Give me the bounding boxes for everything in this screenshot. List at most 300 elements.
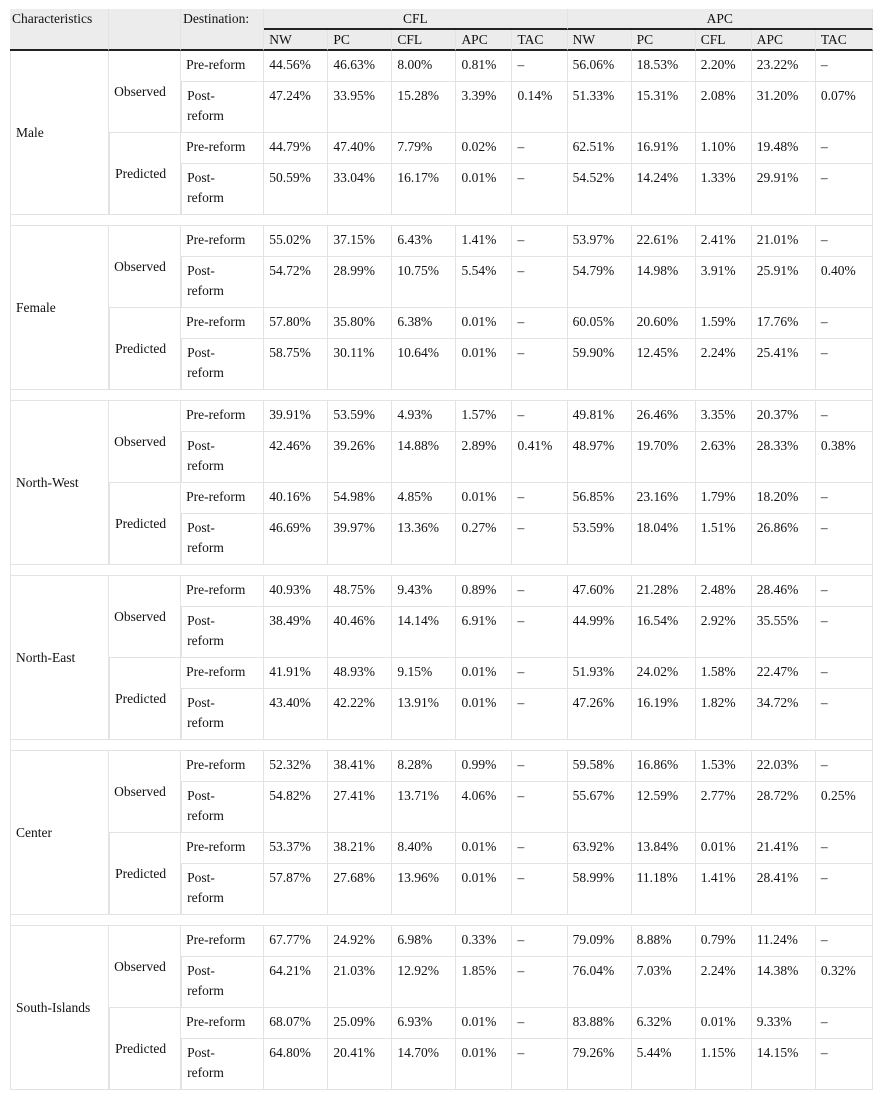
table-cell: 21.41%	[752, 833, 816, 864]
table-cell: 52.32%	[264, 751, 328, 782]
table-cell: 33.04%	[328, 164, 392, 215]
table-cell: 1.33%	[696, 164, 752, 215]
table-cell: 13.36%	[392, 514, 456, 565]
table-cell: 0.01%	[696, 1008, 752, 1039]
table-cell: 29.91%	[752, 164, 816, 215]
table-cell: 0.02%	[456, 133, 512, 164]
table-cell: 0.89%	[456, 576, 512, 607]
table-row	[10, 308, 873, 339]
row-group-label: Female	[10, 226, 109, 390]
table-cell: 54.72%	[264, 257, 328, 308]
table-row	[10, 833, 873, 864]
subheader-apc-tac: TAC	[816, 30, 873, 51]
table-cell: –	[512, 1008, 567, 1039]
table-cell: 0.01%	[456, 339, 512, 390]
row-group-label: South-Islands	[10, 926, 109, 1090]
subheader-cfl-cfl: CFL	[392, 30, 456, 51]
table-cell: 8.88%	[632, 926, 696, 957]
table-cell: –	[816, 339, 873, 390]
table-cell: 0.01%	[696, 833, 752, 864]
table-cell: 14.88%	[392, 432, 456, 483]
table-cell: 44.56%	[264, 51, 328, 82]
table-cell: 6.43%	[392, 226, 456, 257]
table-cell: –	[512, 782, 567, 833]
table-cell: –	[512, 689, 567, 740]
table-cell: 2.92%	[696, 607, 752, 658]
table-cell: 1.79%	[696, 483, 752, 514]
table-cell: 62.51%	[568, 133, 632, 164]
table-cell: 13.71%	[392, 782, 456, 833]
table-cell: 64.80%	[264, 1039, 328, 1090]
table-cell: 17.76%	[752, 308, 816, 339]
header-group-apc: APC	[568, 9, 873, 30]
table-cell: 3.35%	[696, 401, 752, 432]
row-period-label: Pre-reform	[181, 926, 264, 957]
table-cell: 26.46%	[632, 401, 696, 432]
table-cell: 42.46%	[264, 432, 328, 483]
table-cell: 1.53%	[696, 751, 752, 782]
table-cell: –	[512, 401, 567, 432]
table-cell: 7.79%	[392, 133, 456, 164]
table-cell: –	[512, 308, 567, 339]
table-cell: 6.91%	[456, 607, 512, 658]
table-cell: 47.60%	[568, 576, 632, 607]
table-cell: 1.85%	[456, 957, 512, 1008]
table-cell: 0.01%	[456, 864, 512, 915]
table-cell: 21.03%	[328, 957, 392, 1008]
table-cell: 39.97%	[328, 514, 392, 565]
table-cell: 0.40%	[816, 257, 873, 308]
table-cell: –	[816, 226, 873, 257]
table-cell: 31.20%	[752, 82, 816, 133]
table-cell: –	[512, 576, 567, 607]
table-cell: –	[512, 133, 567, 164]
table-cell: 39.91%	[264, 401, 328, 432]
table-cell: 56.06%	[568, 51, 632, 82]
transition-table-container	[10, 9, 873, 1090]
table-cell: –	[512, 658, 567, 689]
row-kind-label: Predicted	[109, 133, 181, 215]
table-cell: –	[816, 51, 873, 82]
table-cell: 40.16%	[264, 483, 328, 514]
table-cell: 0.01%	[456, 164, 512, 215]
table-cell: 54.52%	[568, 164, 632, 215]
table-cell: 48.93%	[328, 658, 392, 689]
table-cell: 38.41%	[328, 751, 392, 782]
table-cell: 68.07%	[264, 1008, 328, 1039]
table-cell: 47.26%	[568, 689, 632, 740]
table-cell: 10.75%	[392, 257, 456, 308]
table-cell: 30.11%	[328, 339, 392, 390]
row-kind-label: Predicted	[109, 658, 181, 740]
table-cell: 6.38%	[392, 308, 456, 339]
table-cell: 28.46%	[752, 576, 816, 607]
table-cell: –	[816, 308, 873, 339]
table-cell: 22.61%	[632, 226, 696, 257]
table-row	[10, 576, 873, 607]
table-cell: –	[816, 483, 873, 514]
table-cell: 67.77%	[264, 926, 328, 957]
table-body	[10, 51, 873, 1090]
table-cell: 20.60%	[632, 308, 696, 339]
table-cell: 59.90%	[568, 339, 632, 390]
row-period-label: Pre-reform	[181, 751, 264, 782]
table-cell: 2.89%	[456, 432, 512, 483]
table-cell: 13.84%	[632, 833, 696, 864]
table-cell: 4.06%	[456, 782, 512, 833]
table-cell: 63.92%	[568, 833, 632, 864]
table-cell: 28.41%	[752, 864, 816, 915]
table-cell: –	[512, 226, 567, 257]
table-cell: 15.31%	[632, 82, 696, 133]
row-period-label: Post- reform	[181, 432, 264, 483]
group-spacer	[10, 390, 873, 401]
table-cell: 64.21%	[264, 957, 328, 1008]
row-kind-label: Observed	[109, 576, 181, 658]
table-cell: 53.37%	[264, 833, 328, 864]
table-cell: 0.01%	[456, 1008, 512, 1039]
table-cell: –	[512, 257, 567, 308]
table-cell: 79.09%	[568, 926, 632, 957]
table-cell: 48.75%	[328, 576, 392, 607]
table-cell: 22.47%	[752, 658, 816, 689]
table-cell: –	[816, 133, 873, 164]
table-cell: 0.01%	[456, 689, 512, 740]
group-spacer	[10, 565, 873, 576]
table-cell: 55.67%	[568, 782, 632, 833]
table-cell: 22.03%	[752, 751, 816, 782]
table-cell: 16.19%	[632, 689, 696, 740]
table-cell: 38.21%	[328, 833, 392, 864]
table-cell: 3.39%	[456, 82, 512, 133]
table-cell: 6.93%	[392, 1008, 456, 1039]
table-cell: 0.01%	[456, 1039, 512, 1090]
table-cell: 28.72%	[752, 782, 816, 833]
row-period-label: Post- reform	[181, 82, 264, 133]
row-kind-label: Observed	[109, 926, 181, 1008]
table-cell: 0.81%	[456, 51, 512, 82]
table-cell: 1.41%	[696, 864, 752, 915]
table-row	[10, 926, 873, 957]
table-cell: –	[512, 751, 567, 782]
table-cell: 2.63%	[696, 432, 752, 483]
row-period-label: Post- reform	[181, 339, 264, 390]
table-cell: 23.16%	[632, 483, 696, 514]
table-cell: 2.41%	[696, 226, 752, 257]
table-cell: 0.25%	[816, 782, 873, 833]
group-spacer-row	[10, 215, 873, 226]
table-cell: 39.26%	[328, 432, 392, 483]
table-cell: 10.64%	[392, 339, 456, 390]
table-cell: 54.98%	[328, 483, 392, 514]
table-cell: 21.28%	[632, 576, 696, 607]
subheader-apc-apc: APC	[752, 30, 816, 51]
table-cell: 16.17%	[392, 164, 456, 215]
table-cell: –	[512, 483, 567, 514]
table-cell: 6.98%	[392, 926, 456, 957]
table-cell: 1.15%	[696, 1039, 752, 1090]
table-cell: 2.77%	[696, 782, 752, 833]
row-period-label: Post- reform	[181, 514, 264, 565]
table-cell: 46.69%	[264, 514, 328, 565]
row-period-label: Pre-reform	[181, 401, 264, 432]
table-cell: 15.28%	[392, 82, 456, 133]
table-cell: –	[816, 576, 873, 607]
table-cell: 0.38%	[816, 432, 873, 483]
row-group-label: Male	[10, 51, 109, 215]
group-spacer	[10, 215, 873, 226]
table-cell: 57.80%	[264, 308, 328, 339]
table-cell: –	[512, 1039, 567, 1090]
table-cell: 14.38%	[752, 957, 816, 1008]
table-cell: 1.41%	[456, 226, 512, 257]
table-cell: 58.99%	[568, 864, 632, 915]
table-cell: 53.59%	[568, 514, 632, 565]
table-cell: –	[512, 607, 567, 658]
table-row	[10, 1008, 873, 1039]
table-cell: 6.32%	[632, 1008, 696, 1039]
table-cell: 0.99%	[456, 751, 512, 782]
table-cell: 14.98%	[632, 257, 696, 308]
table-cell: 47.24%	[264, 82, 328, 133]
group-spacer	[10, 740, 873, 751]
header-characteristics: Characteristics	[10, 9, 109, 51]
table-cell: 60.05%	[568, 308, 632, 339]
table-cell: 12.59%	[632, 782, 696, 833]
table-cell: 8.28%	[392, 751, 456, 782]
table-row	[10, 751, 873, 782]
header-destination: Destination:	[181, 9, 264, 51]
table-cell: 8.40%	[392, 833, 456, 864]
table-cell: 19.70%	[632, 432, 696, 483]
table-cell: 18.20%	[752, 483, 816, 514]
table-cell: 11.24%	[752, 926, 816, 957]
table-cell: –	[512, 926, 567, 957]
table-cell: –	[512, 51, 567, 82]
table-cell: 57.87%	[264, 864, 328, 915]
table-cell: –	[816, 514, 873, 565]
row-kind-label: Predicted	[109, 833, 181, 915]
table-cell: 0.79%	[696, 926, 752, 957]
table-cell: 0.01%	[456, 658, 512, 689]
table-cell: 2.20%	[696, 51, 752, 82]
row-period-label: Pre-reform	[181, 483, 264, 514]
table-cell: 9.15%	[392, 658, 456, 689]
row-period-label: Pre-reform	[181, 51, 264, 82]
table-cell: 24.02%	[632, 658, 696, 689]
subheader-cfl-tac: TAC	[512, 30, 567, 51]
row-kind-label: Predicted	[109, 1008, 181, 1090]
table-cell: 76.04%	[568, 957, 632, 1008]
table-cell: –	[512, 164, 567, 215]
row-period-label: Post- reform	[181, 689, 264, 740]
row-period-label: Post- reform	[181, 864, 264, 915]
table-cell: 83.88%	[568, 1008, 632, 1039]
row-period-label: Post- reform	[181, 607, 264, 658]
table-cell: 23.22%	[752, 51, 816, 82]
group-spacer-row	[10, 390, 873, 401]
subheader-cfl-apc: APC	[456, 30, 512, 51]
table-cell: –	[816, 1008, 873, 1039]
table-cell: 26.86%	[752, 514, 816, 565]
subheader-cfl-pc: PC	[328, 30, 392, 51]
table-cell: 54.82%	[264, 782, 328, 833]
table-cell: 3.91%	[696, 257, 752, 308]
table-row	[10, 483, 873, 514]
row-period-label: Pre-reform	[181, 133, 264, 164]
table-cell: 0.33%	[456, 926, 512, 957]
table-cell: 47.40%	[328, 133, 392, 164]
table-cell: 14.70%	[392, 1039, 456, 1090]
table-cell: –	[816, 864, 873, 915]
table-cell: 24.92%	[328, 926, 392, 957]
table-row	[10, 226, 873, 257]
row-kind-label: Predicted	[109, 308, 181, 390]
table-cell: 1.59%	[696, 308, 752, 339]
table-cell: 46.63%	[328, 51, 392, 82]
row-kind-label: Observed	[109, 51, 181, 133]
table-cell: 1.51%	[696, 514, 752, 565]
row-kind-label: Observed	[109, 226, 181, 308]
row-period-label: Post- reform	[181, 164, 264, 215]
table-cell: 43.40%	[264, 689, 328, 740]
row-kind-label: Observed	[109, 401, 181, 483]
table-cell: –	[512, 833, 567, 864]
table-cell: 38.49%	[264, 607, 328, 658]
table-cell: 0.07%	[816, 82, 873, 133]
table-cell: 12.92%	[392, 957, 456, 1008]
table-cell: –	[816, 751, 873, 782]
table-cell: 35.80%	[328, 308, 392, 339]
table-cell: 14.15%	[752, 1039, 816, 1090]
table-cell: 59.58%	[568, 751, 632, 782]
row-period-label: Pre-reform	[181, 226, 264, 257]
table-cell: 48.97%	[568, 432, 632, 483]
table-cell: 20.37%	[752, 401, 816, 432]
row-period-label: Pre-reform	[181, 658, 264, 689]
table-cell: 2.08%	[696, 82, 752, 133]
table-cell: 28.99%	[328, 257, 392, 308]
table-cell: 44.79%	[264, 133, 328, 164]
table-cell: 50.59%	[264, 164, 328, 215]
group-spacer-row	[10, 740, 873, 751]
table-cell: 18.04%	[632, 514, 696, 565]
table-cell: 79.26%	[568, 1039, 632, 1090]
table-cell: 13.91%	[392, 689, 456, 740]
table-cell: 9.33%	[752, 1008, 816, 1039]
table-cell: 34.72%	[752, 689, 816, 740]
row-period-label: Pre-reform	[181, 576, 264, 607]
row-period-label: Pre-reform	[181, 308, 264, 339]
table-cell: 56.85%	[568, 483, 632, 514]
table-cell: 40.46%	[328, 607, 392, 658]
table-cell: 0.01%	[456, 833, 512, 864]
table-cell: 1.82%	[696, 689, 752, 740]
table-cell: –	[816, 658, 873, 689]
table-cell: 16.54%	[632, 607, 696, 658]
row-period-label: Post- reform	[181, 257, 264, 308]
table-header	[10, 9, 873, 51]
table-cell: 16.86%	[632, 751, 696, 782]
row-group-label: North-East	[10, 576, 109, 740]
table-cell: 51.33%	[568, 82, 632, 133]
table-cell: 12.45%	[632, 339, 696, 390]
group-spacer	[10, 915, 873, 926]
row-period-label: Post- reform	[181, 957, 264, 1008]
table-cell: 13.96%	[392, 864, 456, 915]
table-cell: 53.97%	[568, 226, 632, 257]
table-cell: 40.93%	[264, 576, 328, 607]
subheader-apc-nw: NW	[568, 30, 632, 51]
table-cell: 55.02%	[264, 226, 328, 257]
table-cell: 18.53%	[632, 51, 696, 82]
table-cell: 28.33%	[752, 432, 816, 483]
table-cell: 9.43%	[392, 576, 456, 607]
table-cell: 1.57%	[456, 401, 512, 432]
table-cell: 53.59%	[328, 401, 392, 432]
table-cell: 27.68%	[328, 864, 392, 915]
header-blank	[109, 9, 181, 51]
table-cell: 7.03%	[632, 957, 696, 1008]
table-cell: 35.55%	[752, 607, 816, 658]
table-cell: 44.99%	[568, 607, 632, 658]
transition-table	[10, 9, 873, 1090]
table-cell: 0.01%	[456, 308, 512, 339]
row-group-label: North-West	[10, 401, 109, 565]
header-group-cfl: CFL	[264, 9, 567, 30]
table-cell: 37.15%	[328, 226, 392, 257]
table-cell: 21.01%	[752, 226, 816, 257]
subheader-cfl-nw: NW	[264, 30, 328, 51]
row-period-label: Pre-reform	[181, 833, 264, 864]
table-cell: 0.41%	[512, 432, 567, 483]
row-period-label: Post- reform	[181, 782, 264, 833]
table-cell: –	[816, 689, 873, 740]
table-cell: –	[816, 926, 873, 957]
table-cell: 5.44%	[632, 1039, 696, 1090]
table-cell: –	[816, 607, 873, 658]
table-cell: 25.09%	[328, 1008, 392, 1039]
table-cell: 20.41%	[328, 1039, 392, 1090]
group-spacer-row	[10, 915, 873, 926]
table-cell: 0.01%	[456, 483, 512, 514]
table-cell: 0.14%	[512, 82, 567, 133]
table-cell: 2.24%	[696, 339, 752, 390]
table-cell: 11.18%	[632, 864, 696, 915]
row-kind-label: Predicted	[109, 483, 181, 565]
table-cell: 51.93%	[568, 658, 632, 689]
row-period-label: Post- reform	[181, 1039, 264, 1090]
table-cell: 2.48%	[696, 576, 752, 607]
table-cell: –	[816, 1039, 873, 1090]
subheader-apc-cfl: CFL	[696, 30, 752, 51]
table-cell: –	[512, 864, 567, 915]
table-cell: 14.24%	[632, 164, 696, 215]
table-row	[10, 401, 873, 432]
table-cell: 4.93%	[392, 401, 456, 432]
row-kind-label: Observed	[109, 751, 181, 833]
row-group-label: Center	[10, 751, 109, 915]
table-cell: 25.41%	[752, 339, 816, 390]
subheader-apc-pc: PC	[632, 30, 696, 51]
table-cell: 25.91%	[752, 257, 816, 308]
group-spacer-row	[10, 565, 873, 576]
table-row	[10, 658, 873, 689]
table-cell: –	[816, 164, 873, 215]
table-cell: 16.91%	[632, 133, 696, 164]
table-cell: 4.85%	[392, 483, 456, 514]
table-cell: 2.24%	[696, 957, 752, 1008]
